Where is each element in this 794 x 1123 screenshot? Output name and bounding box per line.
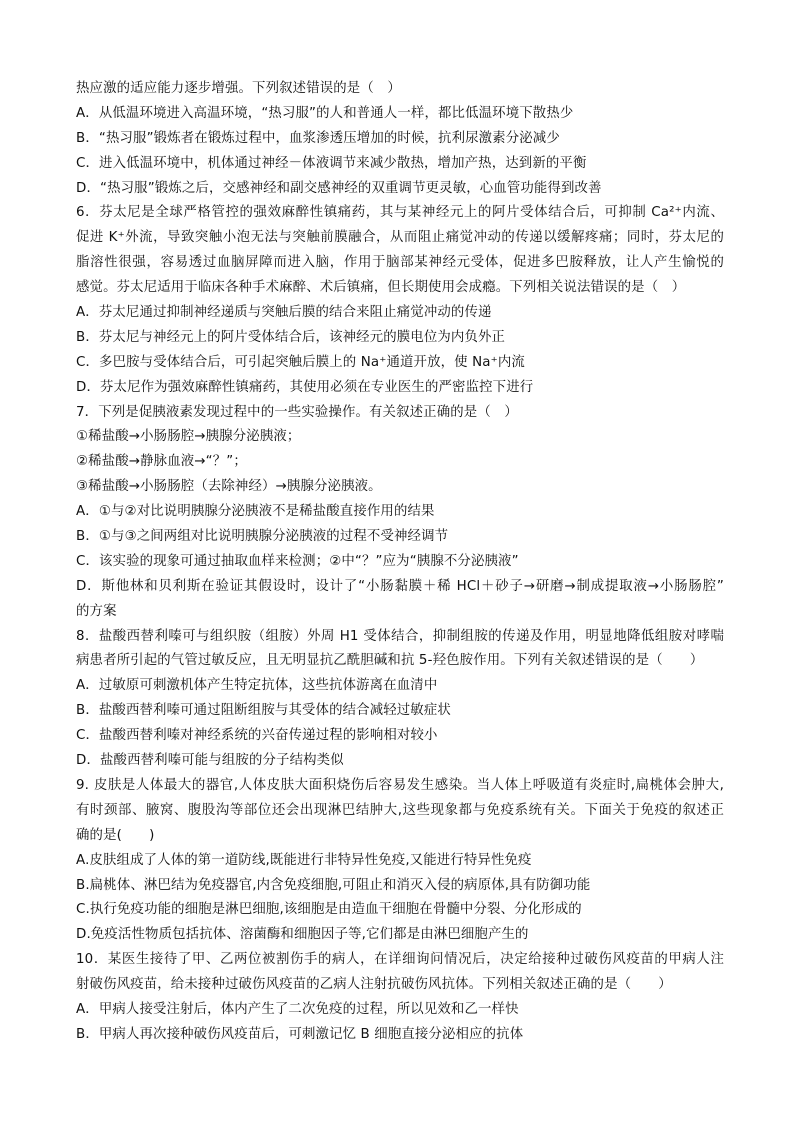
- q9-option-a: A.皮肤组成了人体的第一道防线,既能进行非特异性免疫,又能进行特异性免疫: [76, 852, 532, 868]
- q6-option-b: B．芬太尼与神经元上的阿片受体结合后，该神经元的膜电位为内负外正: [76, 329, 506, 345]
- q6-option-d: D．芬太尼作为强效麻醉性镇痛药，其使用必须在专业医生的严密监控下进行: [76, 379, 534, 395]
- question-7-stem: 7．下列是促胰液素发现过程中的一些实验操作。有关叙述正确的是（ ）: [76, 404, 518, 420]
- q9-option-b: B.扁桃体、淋巴结为免疫器官,内含免疫细胞,可阻止和消灭入侵的病原体,具有防御功能: [76, 877, 591, 893]
- q8-option-c: C．盐酸西替利嗪对神经系统的兴奋传递过程的影响相对较小: [76, 728, 438, 744]
- question-10-stem: 10．某医生接待了甲、乙两位被割伤手的病人，在详细询问情况后，决定给接种过破伤风疫苗的甲病人注: [76, 952, 724, 968]
- question-8-stem: 8．盐酸西替利嗪可与组织胺（组胺）外周 H1 受体结合，抑制组胺的传递及作用，明显地降低组胺对哮喘: [76, 628, 724, 644]
- q9-option-d: D.免疫活性物质包括抗体、溶菌酶和细胞因子等,它们都是由淋巴细胞产生的: [76, 927, 529, 943]
- q7-option-b: B．①与③之间两组对比说明胰腺分泌胰液的过程不受神经调节: [76, 529, 449, 545]
- q7-option-d-cont: 的方案: [76, 603, 117, 619]
- q5-option-b: B．“热习服”锻炼者在锻炼过程中，血浆渗透压增加的时候，抗利尿激素分泌减少: [76, 130, 560, 146]
- q7-option-d: D．斯他林和贝利斯在验证其假设时，设计了“小肠黏膜＋稀 HCl＋砂子→研磨→制成提取液→小肠肠腔”: [76, 578, 724, 594]
- q7-option-a: A．①与②对比说明胰腺分泌胰液不是稀盐酸直接作用的结果: [76, 504, 435, 520]
- q7-step-2: ②稀盐酸→静脉血液→“？”；: [76, 454, 247, 470]
- question-6-stem: 脂溶性很强，容易透过血脑屏障而进入脑，作用于脑部某神经元受体，促进多巴胺释放，让人产生愉悦的: [76, 255, 724, 271]
- q6-option-a: A．芬太尼通过抑制神经递质与突触后膜的结合来阻止痛觉冲动的传递: [76, 305, 492, 321]
- question-8-stem: 病患者所引起的气管过敏反应，且无明显抗乙酰胆碱和抗 5-羟色胺作用。下列有关叙述错误的是（ ）: [76, 653, 704, 669]
- q8-option-b: B．盐酸西替利嗪可通过阻断组胺与其受体的结合减轻过敏症状: [76, 703, 451, 719]
- q5-option-a: A．从低温环境进入高温环境，“热习服”的人和普通人一样，都比低温环境下散热少: [76, 105, 574, 121]
- question-6-stem: 6．芬太尼是全球严格管控的强效麻醉性镇痛药，其与某神经元上的阿片受体结合后，可抑制 Ca²⁺内流、: [76, 205, 724, 221]
- question-9-stem: 确的是( ): [76, 827, 155, 843]
- q8-option-a: A．过敏原可刺激机体产生特定抗体，这些抗体游离在血清中: [76, 678, 438, 694]
- q5-option-c: C．进入低温环境中，机体通过神经－体液调节来减少散热，增加产热，达到新的平衡: [76, 155, 587, 171]
- q6-option-c: C．多巴胺与受体结合后，可引起突触后膜上的 Na⁺通道开放，使 Na⁺内流: [76, 354, 525, 370]
- question-5-stem-end: 热应激的适应能力逐步增强。下列叙述错误的是（ ）: [76, 81, 401, 96]
- question-6-stem: 促进 K⁺外流，导致突触小泡无法与突触前膜融合，从而阻止痛觉冲动的传递以缓解疼痛；同时，芬太尼的: [76, 230, 724, 246]
- question-6-stem: 感觉。芬太尼适用于临床各种手术麻醉、术后镇痛，但长期使用会成瘾。下列相关说法错误的是（ ）: [76, 280, 686, 296]
- q9-option-c: C.执行免疫功能的细胞是淋巴细胞,该细胞是由造血干细胞在骨髓中分裂、分化形成的: [76, 902, 582, 918]
- question-9-stem: 9. 皮肤是人体最大的器官,人体皮肤大面积烧伤后容易发生感染。当人体上呼吸道有炎症时,扁桃体会肿大,: [76, 777, 724, 793]
- q5-option-d: D．“热习服”锻炼之后，交感神经和副交感神经的双重调节更灵敏，心血管功能得到改善: [76, 180, 602, 196]
- q8-option-d: D．盐酸西替利嗪可能与组胺的分子结构类似: [76, 753, 344, 769]
- question-9-stem: 有时颈部、腋窝、腹股沟等部位还会出现淋巴结肿大,这些现象都与免疫系统有关。下面关于免疫的叙述正: [76, 802, 724, 818]
- q7-option-c: C．该实验的现象可通过抽取血样来检测；②中“？”应为“胰腺不分泌胰液”: [76, 553, 519, 569]
- exam-page: [76, 77, 724, 1048]
- question-10-stem: 射破伤风疫苗，给未接种过破伤风疫苗的乙病人注射抗破伤风抗体。下列相关叙述正确的是（ ）: [76, 977, 672, 993]
- q10-option-b: B．甲病人再次接种破伤风疫苗后，可刺激记忆 B 细胞直接分泌相应的抗体: [76, 1026, 524, 1042]
- q10-option-a: A．甲病人接受注射后，体内产生了二次免疫的过程，所以见效和乙一样快: [76, 1001, 519, 1017]
- q7-step-1: ①稀盐酸→小肠肠腔→胰腺分泌胰液；: [76, 429, 301, 445]
- q7-step-3: ③稀盐酸→小肠肠腔（去除神经）→胰腺分泌胰液。: [76, 479, 382, 495]
